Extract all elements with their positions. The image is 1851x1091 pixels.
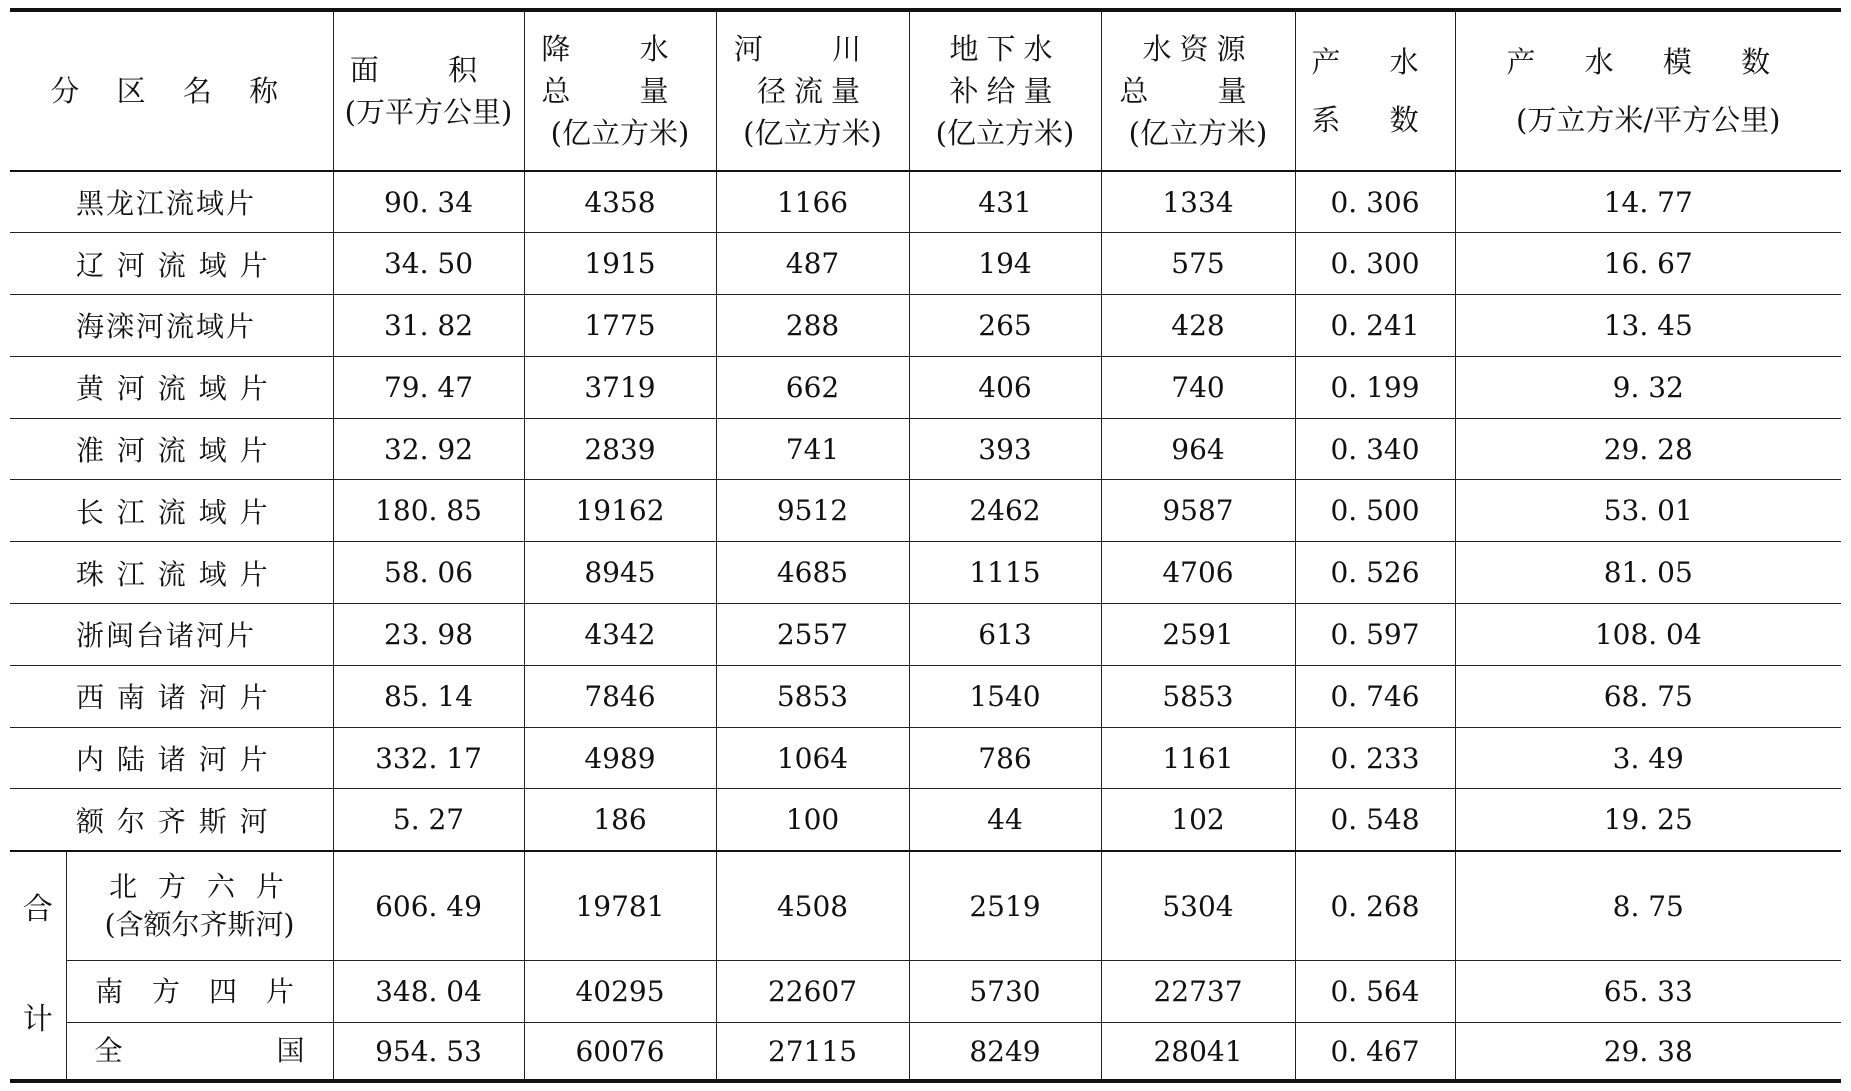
header-runoff [716, 10, 909, 171]
header-region-name-text: 分 区 名 称 [50, 74, 293, 108]
table-row [10, 295, 1841, 357]
groundwater-cell: 194 [909, 233, 1101, 295]
header-mod-line2: (万立方米/平方公里) [1516, 103, 1781, 137]
header-area-line1: 面 积 [349, 53, 508, 87]
north-name-line2: (含额尔齐斯河) [104, 908, 295, 942]
resources-cell: 1161 [1101, 727, 1295, 789]
groundwater-cell: 613 [909, 604, 1101, 666]
table-row [10, 356, 1841, 418]
area-cell: 23. 98 [333, 604, 524, 666]
resources-cell: 102 [1101, 789, 1295, 851]
runoff-cell: 4508 [716, 851, 909, 961]
precip-cell: 1775 [524, 295, 716, 357]
region-name-cell: 珠 江 流 域 片 [10, 542, 333, 604]
modulus-cell: 29. 28 [1455, 418, 1841, 480]
area-cell: 332. 17 [333, 727, 524, 789]
total-group-label-bottom: 计 [22, 1002, 53, 1038]
region-name-cell: 淮 河 流 域 片 [10, 418, 333, 480]
region-name-cell: 辽 河 流 域 片 [10, 233, 333, 295]
precip-cell: 3719 [524, 356, 716, 418]
groundwater-cell: 265 [909, 295, 1101, 357]
total-row-nation [10, 1023, 1841, 1081]
groundwater-cell: 1115 [909, 542, 1101, 604]
runoff-cell: 662 [716, 356, 909, 418]
water-resources-table-wrapper [10, 8, 1841, 1083]
header-runoff-line3: (亿立方米) [743, 116, 882, 150]
resources-cell: 5853 [1101, 665, 1295, 727]
resources-cell: 964 [1101, 418, 1295, 480]
header-row [10, 10, 1841, 171]
area-cell: 180. 85 [333, 480, 524, 542]
precip-cell: 40295 [524, 961, 716, 1023]
header-area-line2: (万平方公里) [344, 95, 513, 129]
table-row [10, 727, 1841, 789]
resources-cell: 4706 [1101, 542, 1295, 604]
area-cell: 85. 14 [333, 665, 524, 727]
runoff-cell: 741 [716, 418, 909, 480]
south-name-cell: 南 方 四 片 [66, 961, 333, 1023]
total-group-label-top: 合 [22, 892, 53, 928]
coefficient-cell: 0. 300 [1295, 233, 1455, 295]
resources-cell: 22737 [1101, 961, 1295, 1023]
region-name-cell: 浙闽台诸河片 [10, 604, 333, 666]
header-runoff-line2: 径流量 [756, 74, 868, 108]
coefficient-cell: 0. 306 [1295, 171, 1455, 233]
resources-cell: 5304 [1101, 851, 1295, 961]
region-name-cell: 黄 河 流 域 片 [10, 356, 333, 418]
resources-cell: 428 [1101, 295, 1295, 357]
header-coef-line1: 产 水 [1311, 45, 1439, 79]
coefficient-cell: 0. 526 [1295, 542, 1455, 604]
coefficient-cell: 0. 500 [1295, 480, 1455, 542]
groundwater-cell: 406 [909, 356, 1101, 418]
header-region-name [10, 10, 333, 171]
groundwater-cell: 786 [909, 727, 1101, 789]
runoff-cell: 9512 [716, 480, 909, 542]
resources-cell: 28041 [1101, 1023, 1295, 1081]
header-precip-line3: (亿立方米) [550, 116, 690, 150]
total-row-south [10, 961, 1841, 1023]
groundwater-cell: 431 [909, 171, 1101, 233]
modulus-cell: 108. 04 [1455, 604, 1841, 666]
area-cell: 606. 49 [333, 851, 524, 961]
header-res-line2: 总 量 [1119, 74, 1277, 108]
precip-cell: 4989 [524, 727, 716, 789]
resources-cell: 740 [1101, 356, 1295, 418]
header-water-resources [1101, 10, 1295, 171]
table-row [10, 418, 1841, 480]
area-cell: 32. 92 [333, 418, 524, 480]
groundwater-cell: 5730 [909, 961, 1101, 1023]
resources-cell: 2591 [1101, 604, 1295, 666]
modulus-cell: 68. 75 [1455, 665, 1841, 727]
header-coef-line2: 系 数 [1311, 103, 1439, 137]
table-row [10, 171, 1841, 233]
runoff-cell: 100 [716, 789, 909, 851]
table-row [10, 604, 1841, 666]
runoff-cell: 1166 [716, 171, 909, 233]
area-cell: 348. 04 [333, 961, 524, 1023]
region-name-cell: 黑龙江流域片 [10, 171, 333, 233]
coefficient-cell: 0. 548 [1295, 789, 1455, 851]
total-row-north [10, 851, 1841, 961]
groundwater-cell: 2462 [909, 480, 1101, 542]
area-cell: 58. 06 [333, 542, 524, 604]
runoff-cell: 4685 [716, 542, 909, 604]
header-yield-modulus [1455, 10, 1841, 171]
nation-name-cell [66, 1023, 333, 1081]
table-row [10, 480, 1841, 542]
modulus-cell: 13. 45 [1455, 295, 1841, 357]
groundwater-cell: 8249 [909, 1023, 1101, 1081]
table-row [10, 542, 1841, 604]
coefficient-cell: 0. 597 [1295, 604, 1455, 666]
modulus-cell: 53. 01 [1455, 480, 1841, 542]
groundwater-cell: 2519 [909, 851, 1101, 961]
modulus-cell: 65. 33 [1455, 961, 1841, 1023]
groundwater-cell: 393 [909, 418, 1101, 480]
area-cell: 90. 34 [333, 171, 524, 233]
resources-cell: 9587 [1101, 480, 1295, 542]
runoff-cell: 5853 [716, 665, 909, 727]
coefficient-cell: 0. 467 [1295, 1023, 1455, 1081]
nation-name-right: 国 [276, 1034, 305, 1068]
area-cell: 31. 82 [333, 295, 524, 357]
precip-cell: 1915 [524, 233, 716, 295]
header-area [333, 10, 524, 171]
precip-cell: 4358 [524, 171, 716, 233]
header-groundwater [909, 10, 1101, 171]
header-runoff-line1: 河 川 [733, 32, 892, 66]
modulus-cell: 14. 77 [1455, 171, 1841, 233]
precip-cell: 186 [524, 789, 716, 851]
precip-cell: 19781 [524, 851, 716, 961]
area-cell: 954. 53 [333, 1023, 524, 1081]
water-resources-table [10, 8, 1841, 1083]
nation-name-left: 全 [94, 1034, 123, 1068]
precip-cell: 4342 [524, 604, 716, 666]
header-ground-line2: 补给量 [949, 74, 1061, 108]
runoff-cell: 2557 [716, 604, 909, 666]
header-ground-line3: (亿立方米) [935, 116, 1075, 150]
precip-cell: 2839 [524, 418, 716, 480]
modulus-cell: 16. 67 [1455, 233, 1841, 295]
header-mod-line1: 产 水 模 数 [1506, 45, 1791, 79]
modulus-cell: 3. 49 [1455, 727, 1841, 789]
modulus-cell: 9. 32 [1455, 356, 1841, 418]
resources-cell: 1334 [1101, 171, 1295, 233]
groundwater-cell: 44 [909, 789, 1101, 851]
header-precip-line2: 总 量 [541, 74, 699, 108]
coefficient-cell: 0. 199 [1295, 356, 1455, 418]
precip-cell: 19162 [524, 480, 716, 542]
area-cell: 34. 50 [333, 233, 524, 295]
coefficient-cell: 0. 241 [1295, 295, 1455, 357]
table-row [10, 665, 1841, 727]
coefficient-cell: 0. 564 [1295, 961, 1455, 1023]
resources-cell: 575 [1101, 233, 1295, 295]
north-name-line1: 北 方 六 片 [109, 870, 290, 904]
header-yield-coefficient [1295, 10, 1455, 171]
table-row [10, 789, 1841, 851]
precip-cell: 7846 [524, 665, 716, 727]
area-cell: 5. 27 [333, 789, 524, 851]
modulus-cell: 8. 75 [1455, 851, 1841, 961]
modulus-cell: 19. 25 [1455, 789, 1841, 851]
coefficient-cell: 0. 340 [1295, 418, 1455, 480]
runoff-cell: 27115 [716, 1023, 909, 1081]
coefficient-cell: 0. 233 [1295, 727, 1455, 789]
runoff-cell: 1064 [716, 727, 909, 789]
region-name-cell: 西 南 诸 河 片 [10, 665, 333, 727]
header-res-line3: (亿立方米) [1128, 116, 1268, 150]
north-name-cell [66, 851, 333, 961]
groundwater-cell: 1540 [909, 665, 1101, 727]
region-name-cell: 额 尔 齐 斯 河 [10, 789, 333, 851]
header-ground-line1: 地下水 [949, 32, 1061, 66]
precip-cell: 60076 [524, 1023, 716, 1081]
precip-cell: 8945 [524, 542, 716, 604]
modulus-cell: 81. 05 [1455, 542, 1841, 604]
runoff-cell: 22607 [716, 961, 909, 1023]
header-precip-line1: 降 水 [541, 32, 699, 66]
coefficient-cell: 0. 268 [1295, 851, 1455, 961]
runoff-cell: 487 [716, 233, 909, 295]
area-cell: 79. 47 [333, 356, 524, 418]
region-name-cell: 海滦河流域片 [10, 295, 333, 357]
modulus-cell: 29. 38 [1455, 1023, 1841, 1081]
coefficient-cell: 0. 746 [1295, 665, 1455, 727]
region-name-cell: 内 陆 诸 河 片 [10, 727, 333, 789]
region-name-cell: 长 江 流 域 片 [10, 480, 333, 542]
runoff-cell: 288 [716, 295, 909, 357]
header-precipitation [524, 10, 716, 171]
header-res-line1: 水资源 [1142, 32, 1254, 66]
total-group-label [10, 851, 66, 1081]
table-row [10, 233, 1841, 295]
